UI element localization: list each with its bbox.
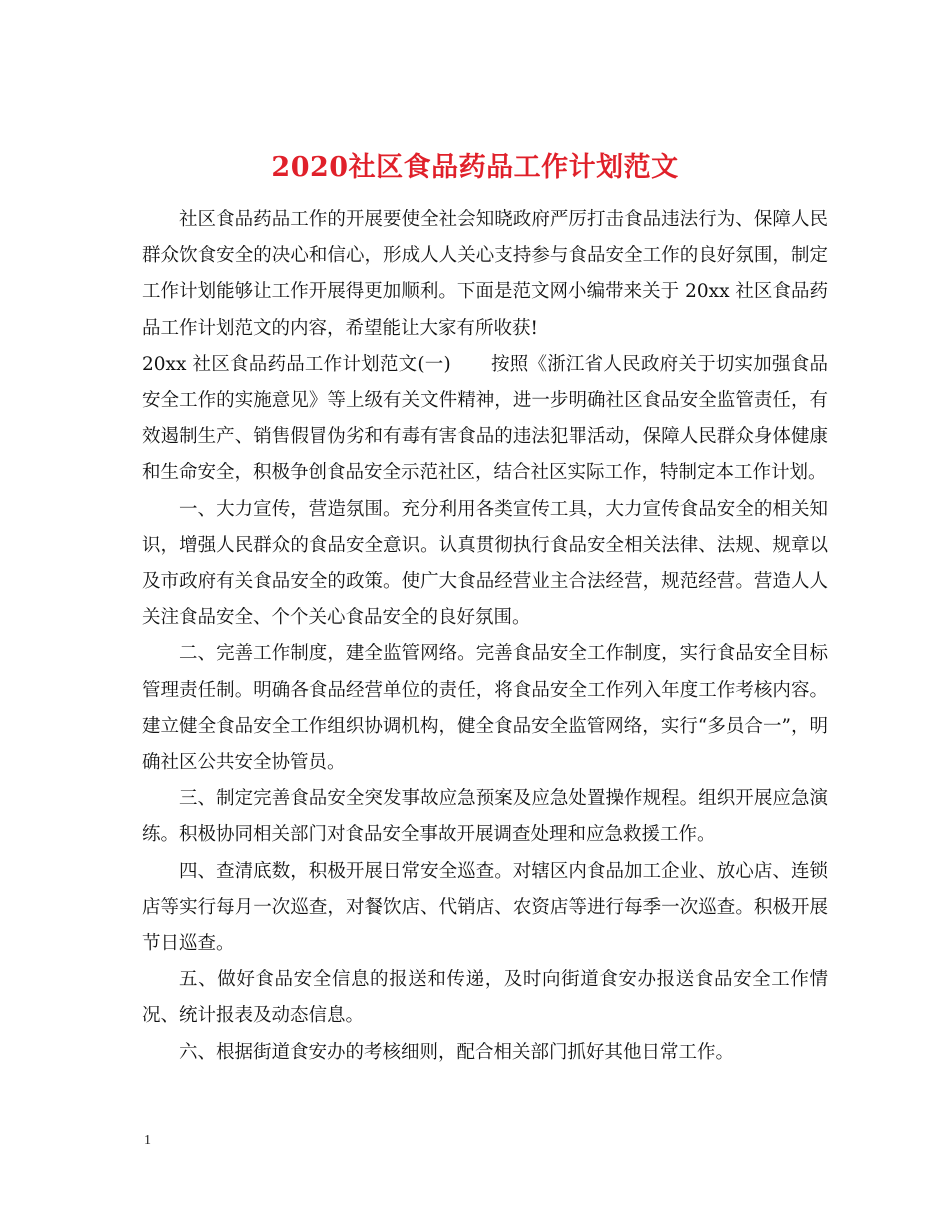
section-paragraph [142, 347, 828, 492]
page-number: 1 [144, 1133, 151, 1148]
intro-paragraph: 社区食品药品工作的开展要使全社会知晓政府严厉打击食品违法行为、保障人民群众饮食安全的决心和信心，形成人人关心支持参与食品安全工作的良好氛围，制定工作计划能够让工作开展得更加顺利。下面是范文网小编带来关于 20xx 社区食品药品工作计划范文的内容，希望能让大家有所收获! [142, 209, 828, 339]
plan-item-2: 二、完善工作制度，建全监管网络。完善食品安全工作制度，实行食品安全目标管理责任制。明确各食品经营单位的责任，将食品安全工作列入年度工作考核内容。建立健全食品安全工作组织协调机构，健全食品安全监管网络，实行“多员合一”，明确社区公共安全协管员。 [142, 643, 828, 774]
section-intro-text: 按照《浙江省人民政府关于切实加强食品安全工作的实施意见》等上级有关文件精神，进一步明确社区食品安全监管责任，有效遏制生产、销售假冒伪劣和有毒有害食品的违法犯罪活动，保障人民群众身体健康和生命安全，积极争创食品安全示范社区，结合社区实际工作，特制定本工作计划。 [142, 353, 828, 484]
plan-item-3: 三、制定完善食品安全突发事故应急预案及应急处置操作规程。组织开展应急演练。积极协同相关部门对食品安全事故开展调查处理和应急救援工作。 [142, 788, 828, 846]
document-title: 2020社区食品药品工作计划范文 [271, 152, 679, 184]
plan-item-6: 六、根据街道食安办的考核细则，配合相关部门抓好其他日常工作。 [179, 1041, 735, 1063]
plan-item-1: 一、大力宣传，营造氛围。充分利用各类宣传工具，大力宣传食品安全的相关知识，增强人民群众的食品安全意识。认真贯彻执行食品安全相关法律、法规、规章以及市政府有关食品安全的政策。使广大食品经营业主合法经营，规范经营。营造人人关注食品安全、个个关心食品安全的良好氛围。 [142, 498, 828, 629]
document-body [142, 202, 828, 1071]
section-heading: 20xx 社区食品药品工作计划范文(一) [142, 353, 451, 375]
plan-item-5: 五、做好食品安全信息的报送和传递，及时向街道食安办报送食品安全工作情况、统计报表及动态信息。 [142, 969, 828, 1027]
plan-item-4: 四、查清底数，积极开展日常安全巡查。对辖区内食品加工企业、放心店、连锁店等实行每月一次巡查，对餐饮店、代销店、农资店等进行每季一次巡查。积极开展节日巡查。 [142, 860, 828, 955]
